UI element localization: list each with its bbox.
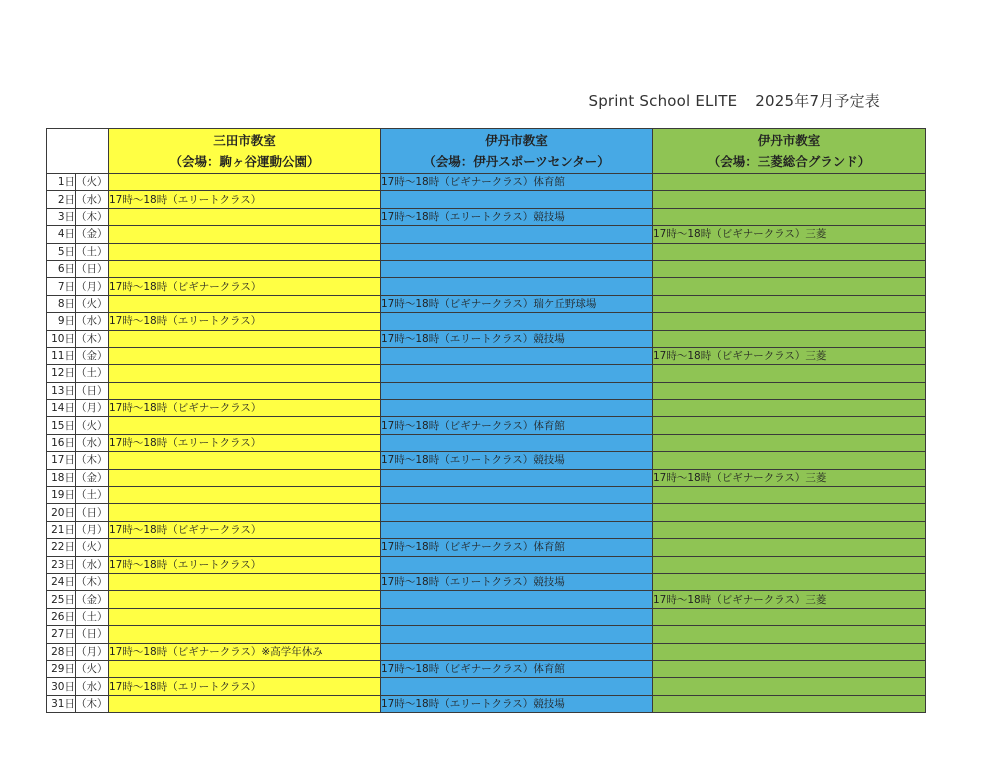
itami-sports-cell — [381, 347, 653, 364]
column-header-sanda — [109, 129, 381, 174]
sanda-cell — [109, 365, 381, 382]
sanda-cell — [109, 330, 381, 347]
weekday-cell: （月） — [76, 643, 109, 660]
table-row — [47, 347, 926, 364]
sanda-cell — [109, 573, 381, 590]
itami-sports-cell — [381, 608, 653, 625]
itami-sports-cell: 17時～18時（エリートクラス）競技場 — [381, 695, 653, 712]
day-cell: 5日 — [47, 243, 76, 260]
itami-mitsubishi-cell: 17時～18時（ビギナークラス）三菱 — [653, 591, 926, 608]
table-row — [47, 487, 926, 504]
itami-sports-cell — [381, 382, 653, 399]
weekday-cell: （月） — [76, 521, 109, 538]
weekday-cell: （水） — [76, 191, 109, 208]
day-cell: 2日 — [47, 191, 76, 208]
itami-mitsubishi-cell: 17時～18時（ビギナークラス）三菱 — [653, 347, 926, 364]
column-venue: （会場：伊丹スポーツセンター） — [423, 154, 610, 169]
day-cell: 31日 — [47, 695, 76, 712]
itami-sports-cell — [381, 243, 653, 260]
column-venue: （会場：駒ヶ谷運動公園） — [169, 154, 320, 169]
table-row — [47, 365, 926, 382]
itami-mitsubishi-cell — [653, 573, 926, 590]
sanda-cell — [109, 487, 381, 504]
itami-mitsubishi-cell — [653, 243, 926, 260]
table-row — [47, 382, 926, 399]
page-title — [0, 90, 880, 111]
day-cell: 1日 — [47, 174, 76, 191]
day-cell: 30日 — [47, 678, 76, 695]
day-cell: 27日 — [47, 626, 76, 643]
itami-mitsubishi-cell — [653, 191, 926, 208]
itami-mitsubishi-cell — [653, 278, 926, 295]
itami-sports-cell — [381, 191, 653, 208]
itami-mitsubishi-cell — [653, 660, 926, 677]
itami-mitsubishi-cell — [653, 208, 926, 225]
sanda-cell — [109, 208, 381, 225]
day-cell: 17日 — [47, 452, 76, 469]
itami-sports-cell — [381, 487, 653, 504]
sanda-cell — [109, 452, 381, 469]
column-header-itami-sports — [381, 129, 653, 174]
weekday-cell: （木） — [76, 452, 109, 469]
table-row — [47, 643, 926, 660]
itami-mitsubishi-cell — [653, 556, 926, 573]
itami-sports-cell — [381, 504, 653, 521]
table-row — [47, 695, 926, 712]
itami-sports-cell — [381, 278, 653, 295]
weekday-cell: （木） — [76, 573, 109, 590]
day-cell: 9日 — [47, 313, 76, 330]
itami-mitsubishi-cell — [653, 539, 926, 556]
table-row — [47, 504, 926, 521]
sanda-cell — [109, 504, 381, 521]
day-cell: 7日 — [47, 278, 76, 295]
itami-mitsubishi-cell — [653, 643, 926, 660]
itami-mitsubishi-cell — [653, 521, 926, 538]
itami-sports-cell — [381, 313, 653, 330]
schedule-table — [46, 128, 926, 713]
weekday-cell: （金） — [76, 469, 109, 486]
itami-sports-cell: 17時～18時（ビギナークラス）体育館 — [381, 660, 653, 677]
itami-mitsubishi-cell: 17時～18時（ビギナークラス）三菱 — [653, 469, 926, 486]
sanda-cell: 17時～18時（エリートクラス） — [109, 313, 381, 330]
weekday-cell: （火） — [76, 660, 109, 677]
day-cell: 21日 — [47, 521, 76, 538]
weekday-cell: （土） — [76, 487, 109, 504]
weekday-cell: （日） — [76, 626, 109, 643]
itami-sports-cell — [381, 469, 653, 486]
table-row — [47, 208, 926, 225]
day-cell: 28日 — [47, 643, 76, 660]
itami-sports-cell — [381, 400, 653, 417]
table-row — [47, 295, 926, 312]
table-row — [47, 678, 926, 695]
weekday-cell: （木） — [76, 695, 109, 712]
table-row — [47, 174, 926, 191]
sanda-cell — [109, 608, 381, 625]
sanda-cell: 17時～18時（ビギナークラス） — [109, 521, 381, 538]
table-row — [47, 243, 926, 260]
day-cell: 13日 — [47, 382, 76, 399]
day-cell: 6日 — [47, 260, 76, 277]
itami-mitsubishi-cell — [653, 626, 926, 643]
weekday-cell: （火） — [76, 417, 109, 434]
weekday-cell: （日） — [76, 260, 109, 277]
table-row — [47, 400, 926, 417]
sanda-cell — [109, 174, 381, 191]
day-cell: 4日 — [47, 226, 76, 243]
schedule-period: 2025年7月予定表 — [755, 92, 880, 110]
weekday-cell: （金） — [76, 347, 109, 364]
day-cell: 20日 — [47, 504, 76, 521]
table-row — [47, 313, 926, 330]
itami-mitsubishi-cell — [653, 452, 926, 469]
weekday-cell: （金） — [76, 591, 109, 608]
day-cell: 12日 — [47, 365, 76, 382]
table-row — [47, 469, 926, 486]
table-row — [47, 660, 926, 677]
itami-sports-cell — [381, 365, 653, 382]
sanda-cell: 17時～18時（エリートクラス） — [109, 434, 381, 451]
table-row — [47, 434, 926, 451]
sanda-cell — [109, 295, 381, 312]
itami-sports-cell — [381, 434, 653, 451]
sanda-cell — [109, 660, 381, 677]
sanda-cell — [109, 382, 381, 399]
weekday-cell: （水） — [76, 678, 109, 695]
weekday-cell: （木） — [76, 208, 109, 225]
itami-mitsubishi-cell — [653, 382, 926, 399]
corner-cell — [47, 129, 109, 174]
day-cell: 22日 — [47, 539, 76, 556]
sanda-cell — [109, 417, 381, 434]
table-row — [47, 278, 926, 295]
sanda-cell — [109, 626, 381, 643]
day-cell: 26日 — [47, 608, 76, 625]
sanda-cell — [109, 226, 381, 243]
sanda-cell — [109, 695, 381, 712]
itami-mitsubishi-cell — [653, 330, 926, 347]
itami-mitsubishi-cell — [653, 174, 926, 191]
weekday-cell: （土） — [76, 365, 109, 382]
column-name: 伊丹市教室 — [485, 133, 548, 148]
itami-sports-cell — [381, 556, 653, 573]
table-row — [47, 539, 926, 556]
itami-sports-cell: 17時～18時（ビギナークラス）体育館 — [381, 417, 653, 434]
table-row — [47, 626, 926, 643]
column-name: 伊丹市教室 — [757, 133, 821, 148]
day-cell: 10日 — [47, 330, 76, 347]
table-row — [47, 591, 926, 608]
column-header-itami-mitsubishi — [653, 129, 926, 174]
sanda-cell: 17時～18時（エリートクラス） — [109, 678, 381, 695]
itami-mitsubishi-cell — [653, 695, 926, 712]
itami-sports-cell: 17時～18時（エリートクラス）競技場 — [381, 208, 653, 225]
sanda-cell — [109, 591, 381, 608]
itami-mitsubishi-cell — [653, 295, 926, 312]
itami-sports-cell: 17時～18時（ビギナークラス）体育館 — [381, 539, 653, 556]
itami-mitsubishi-cell: 17時～18時（ビギナークラス）三菱 — [653, 226, 926, 243]
itami-sports-cell — [381, 626, 653, 643]
day-cell: 24日 — [47, 573, 76, 590]
weekday-cell: （日） — [76, 504, 109, 521]
sanda-cell: 17時～18時（エリートクラス） — [109, 191, 381, 208]
sanda-cell: 17時～18時（ビギナークラス） — [109, 400, 381, 417]
itami-sports-cell: 17時～18時（ビギナークラス）瑞ケ丘野球場 — [381, 295, 653, 312]
itami-mitsubishi-cell — [653, 678, 926, 695]
sanda-cell — [109, 243, 381, 260]
school-name: Sprint School ELITE — [588, 92, 738, 110]
weekday-cell: （金） — [76, 226, 109, 243]
sanda-cell — [109, 469, 381, 486]
sanda-cell — [109, 260, 381, 277]
itami-sports-cell — [381, 678, 653, 695]
day-cell: 23日 — [47, 556, 76, 573]
itami-sports-cell: 17時～18時（エリートクラス）競技場 — [381, 573, 653, 590]
table-row — [47, 452, 926, 469]
day-cell: 14日 — [47, 400, 76, 417]
table-row — [47, 226, 926, 243]
weekday-cell: （月） — [76, 400, 109, 417]
weekday-cell: （木） — [76, 330, 109, 347]
sanda-cell: 17時～18時（ビギナークラス）※高学年休み — [109, 643, 381, 660]
itami-sports-cell — [381, 226, 653, 243]
weekday-cell: （水） — [76, 313, 109, 330]
column-venue: （会場：三菱総合グランド） — [707, 154, 871, 169]
itami-sports-cell: 17時～18時（エリートクラス）競技場 — [381, 330, 653, 347]
itami-sports-cell — [381, 591, 653, 608]
weekday-cell: （水） — [76, 434, 109, 451]
itami-sports-cell: 17時～18時（エリートクラス）競技場 — [381, 452, 653, 469]
weekday-cell: （土） — [76, 243, 109, 260]
weekday-cell: （水） — [76, 556, 109, 573]
day-cell: 18日 — [47, 469, 76, 486]
sanda-cell: 17時～18時（エリートクラス） — [109, 556, 381, 573]
table-row — [47, 191, 926, 208]
column-name: 三田市教室 — [213, 133, 276, 148]
table-row — [47, 573, 926, 590]
itami-mitsubishi-cell — [653, 313, 926, 330]
table-row — [47, 608, 926, 625]
table-row — [47, 521, 926, 538]
itami-sports-cell: 17時～18時（ビギナークラス）体育館 — [381, 174, 653, 191]
sanda-cell — [109, 347, 381, 364]
day-cell: 11日 — [47, 347, 76, 364]
itami-sports-cell — [381, 643, 653, 660]
weekday-cell: （火） — [76, 539, 109, 556]
sanda-cell: 17時～18時（ビギナークラス） — [109, 278, 381, 295]
table-row — [47, 260, 926, 277]
weekday-cell: （日） — [76, 382, 109, 399]
itami-mitsubishi-cell — [653, 400, 926, 417]
itami-mitsubishi-cell — [653, 487, 926, 504]
sanda-cell — [109, 539, 381, 556]
weekday-cell: （火） — [76, 295, 109, 312]
weekday-cell: （月） — [76, 278, 109, 295]
itami-mitsubishi-cell — [653, 260, 926, 277]
day-cell: 16日 — [47, 434, 76, 451]
day-cell: 25日 — [47, 591, 76, 608]
itami-mitsubishi-cell — [653, 365, 926, 382]
itami-mitsubishi-cell — [653, 417, 926, 434]
day-cell: 3日 — [47, 208, 76, 225]
day-cell: 15日 — [47, 417, 76, 434]
itami-mitsubishi-cell — [653, 504, 926, 521]
itami-mitsubishi-cell — [653, 608, 926, 625]
itami-mitsubishi-cell — [653, 434, 926, 451]
day-cell: 19日 — [47, 487, 76, 504]
day-cell: 8日 — [47, 295, 76, 312]
table-row — [47, 417, 926, 434]
table-row — [47, 556, 926, 573]
weekday-cell: （火） — [76, 174, 109, 191]
schedule-body — [47, 174, 926, 713]
itami-sports-cell — [381, 521, 653, 538]
itami-sports-cell — [381, 260, 653, 277]
day-cell: 29日 — [47, 660, 76, 677]
weekday-cell: （土） — [76, 608, 109, 625]
table-row — [47, 330, 926, 347]
